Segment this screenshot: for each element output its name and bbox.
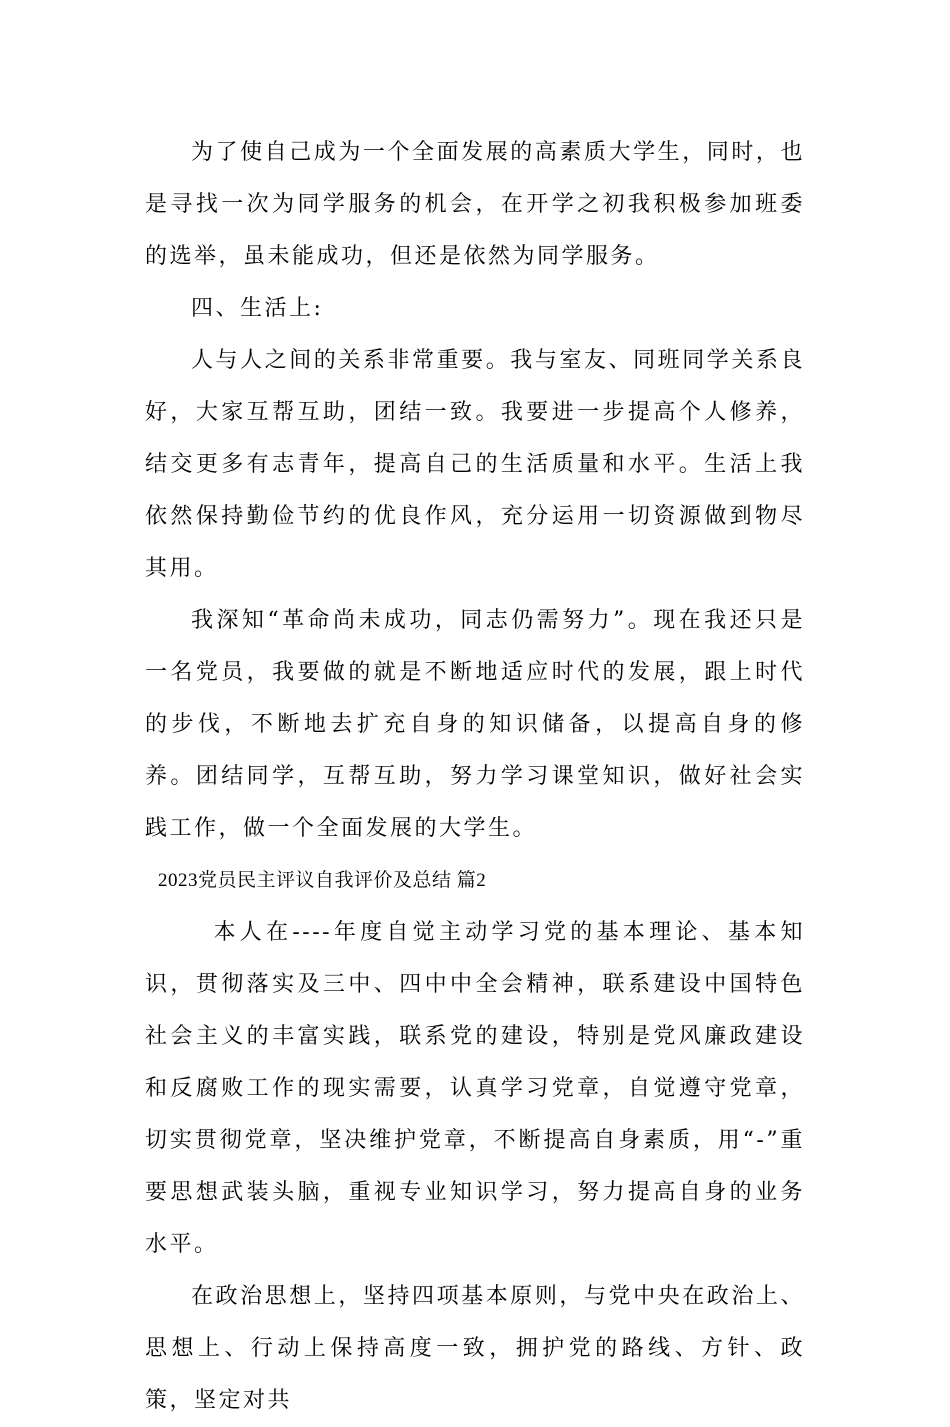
- paragraph-relationships: 人与人之间的关系非常重要。我与室友、同班同学关系良好，大家互帮互助，团结一致。我要进一步提高个人修养，结交更多有志青年，提高自己的生活质量和水平。生活上我依然保持勤俭节约的优良作风，充分运用一切资源做到物尽其用。: [145, 348, 805, 581]
- paragraph-political-thought: 在政治思想上，坚持四项基本原则，与党中央在政治上、思想上、行动上保持高度一致，拥护党的路线、方针、政策，坚定对共: [145, 1284, 805, 1413]
- article-heading: 2023党员民主评议自我评价及总结 篇2: [158, 870, 487, 891]
- document-body: [145, 127, 805, 1427]
- paragraph-study-theory: 本人在----年度自觉主动学习党的基本理论、基本知识，贯彻落实及三中、四中中全会精神，联系建设中国特色社会主义的丰富实践，联系党的建设，特别是党风廉政建设和反腐败工作的现实需要，认真学习党章，自觉遵守党章，切实贯彻党章，坚决维护党章，不断提高自身素质，用“-”重要思想武装头脑，重视专业知识学习，努力提高自身的业务水平。: [145, 920, 805, 1257]
- paragraph-service: 为了使自己成为一个全面发展的高素质大学生，同时，也是寻找一次为同学服务的机会，在开学之初我积极参加班委的选举，虽未能成功，但还是依然为同学服务。: [145, 140, 805, 269]
- section-heading-life: 四、生活上:: [191, 296, 324, 321]
- paragraph-revolution: 我深知“革命尚未成功，同志仍需努力”。现在我还只是一名党员，我要做的就是不断地适应时代的发展，跟上时代的步伐，不断地去扩充自身的知识储备，以提高自身的修养。团结同学，互帮互助，努力学习课堂知识，做好社会实践工作，做一个全面发展的大学生。: [145, 608, 805, 841]
